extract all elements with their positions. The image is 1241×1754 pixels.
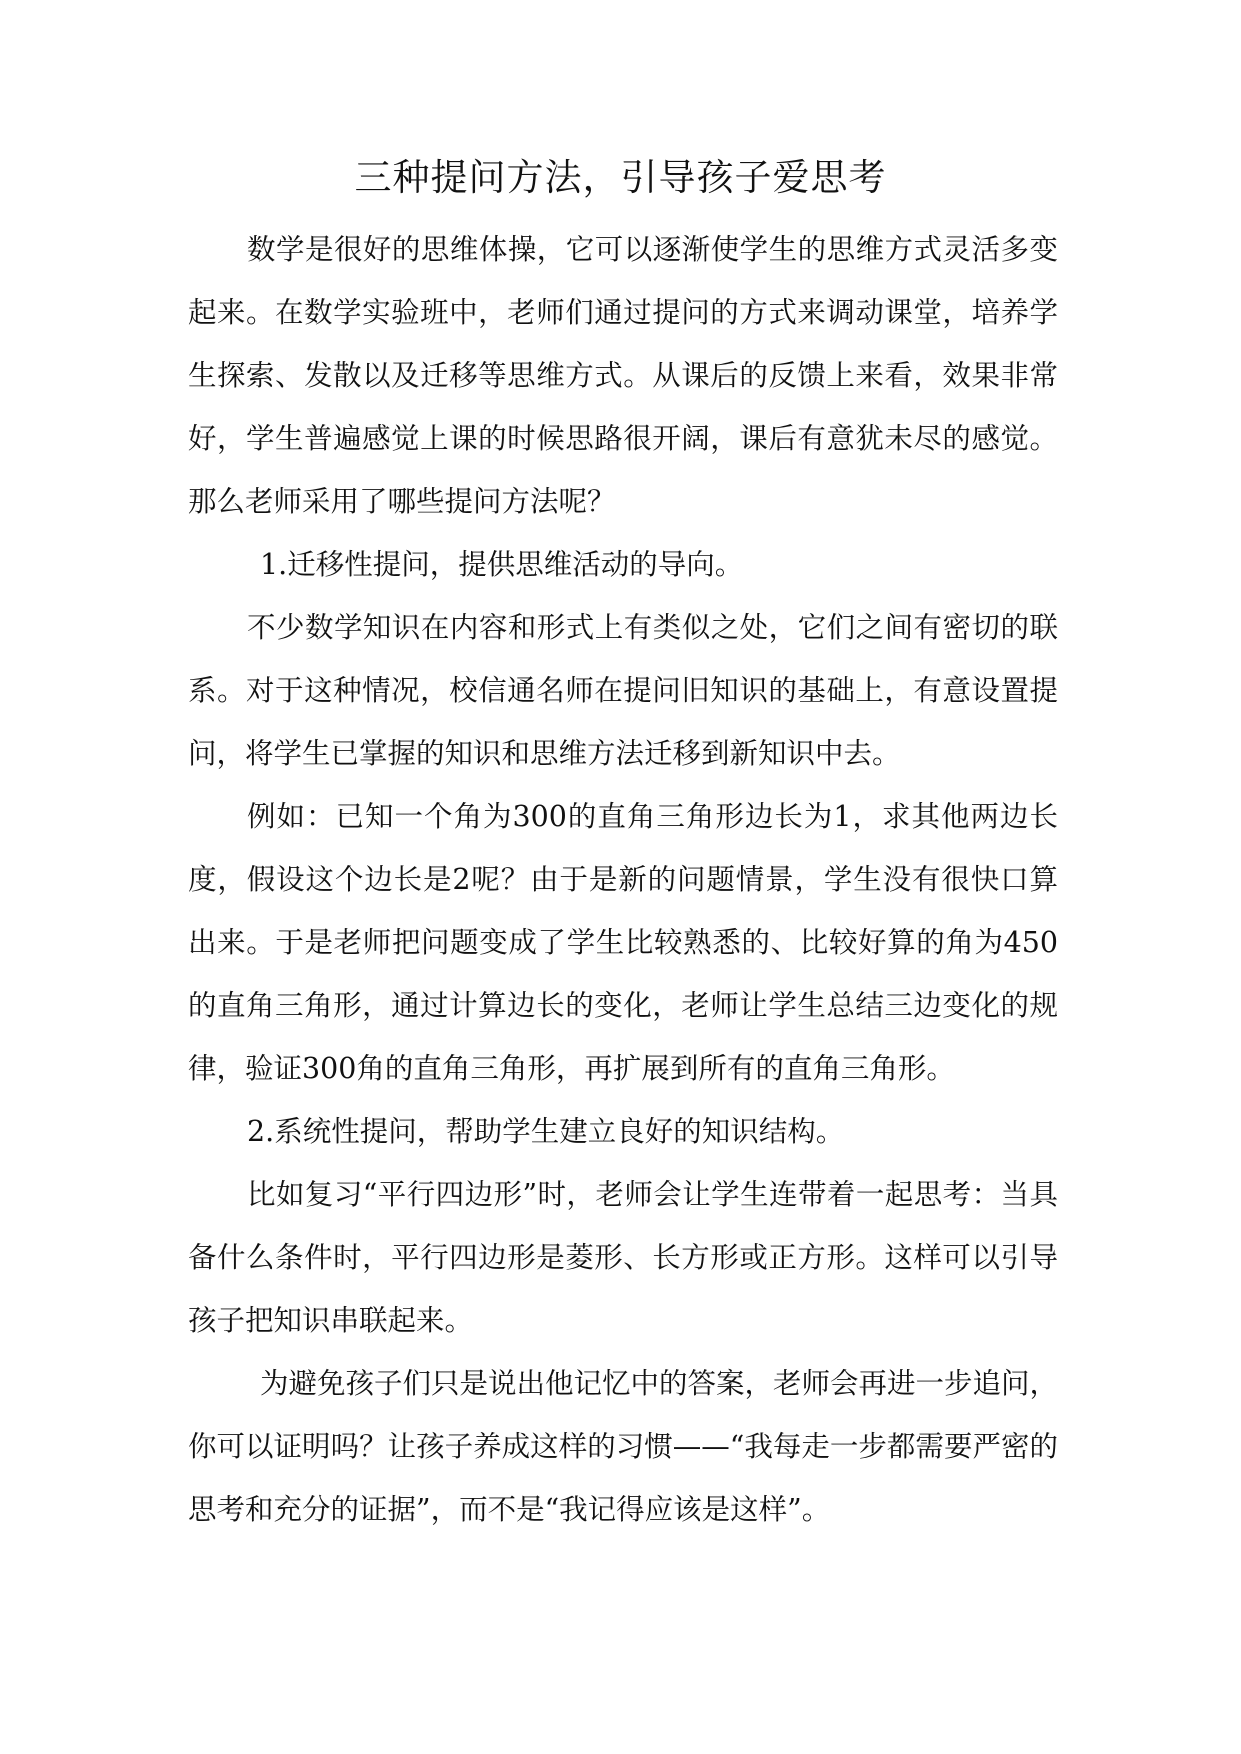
section-heading-transfer: 1.迁移性提问，提供思维活动的导向。 <box>260 548 744 581</box>
intro-paragraph: 数学是很好的思维体操，它可以逐渐使学生的思维方式灵活多变起来。在数学实验班中，老师们通过提问的方式来调动课堂，培养学生探索、发散以及迁移等思维方式。从课后的反馈上来看，效果非常好，学生普遍感觉上课的时候思路很开阔，课后有意犹未尽的感觉。那么老师采用了哪些提问方法呢？ <box>188 233 1058 518</box>
section-heading-systematic: 2.系统性提问，帮助学生建立良好的知识结构。 <box>247 1115 845 1148</box>
document-title: 三种提问方法，引导孩子爱思考 <box>354 156 887 199</box>
document-body <box>188 218 1058 1541</box>
review-paragraph: 比如复习“平行四边形”时，老师会让学生连带着一起思考：当具备什么条件时，平行四边形是菱形、长方形或正方形。这样可以引导孩子把知识串联起来。 <box>188 1178 1058 1337</box>
proof-paragraph: 为避免孩子们只是说出他记忆中的答案，老师会再进一步追问，你可以证明吗？让孩子养成这样的习惯——“我每走一步都需要严密的思考和充分的证据”，而不是“我记得应该是这样”。 <box>188 1367 1059 1526</box>
transfer-paragraph: 不少数学知识在内容和形式上有类似之处，它们之间有密切的联系。对于这种情况，校信通名师在提问旧知识的基础上，有意设置提问，将学生已掌握的知识和思维方法迁移到新知识中去。 <box>188 611 1058 770</box>
example-paragraph: 例如：已知一个角为300的直角三角形边长为1，求其他两边长度，假设这个边长是2呢？由于是新的问题情景，学生没有很快口算出来。于是老师把问题变成了学生比较熟悉的、比较好算的角为450的直角三角形，通过计算边长的变化，老师让学生总结三边变化的规律，验证300角的直角三角形，再扩展到所有的直角三角形。 <box>188 800 1058 1085</box>
